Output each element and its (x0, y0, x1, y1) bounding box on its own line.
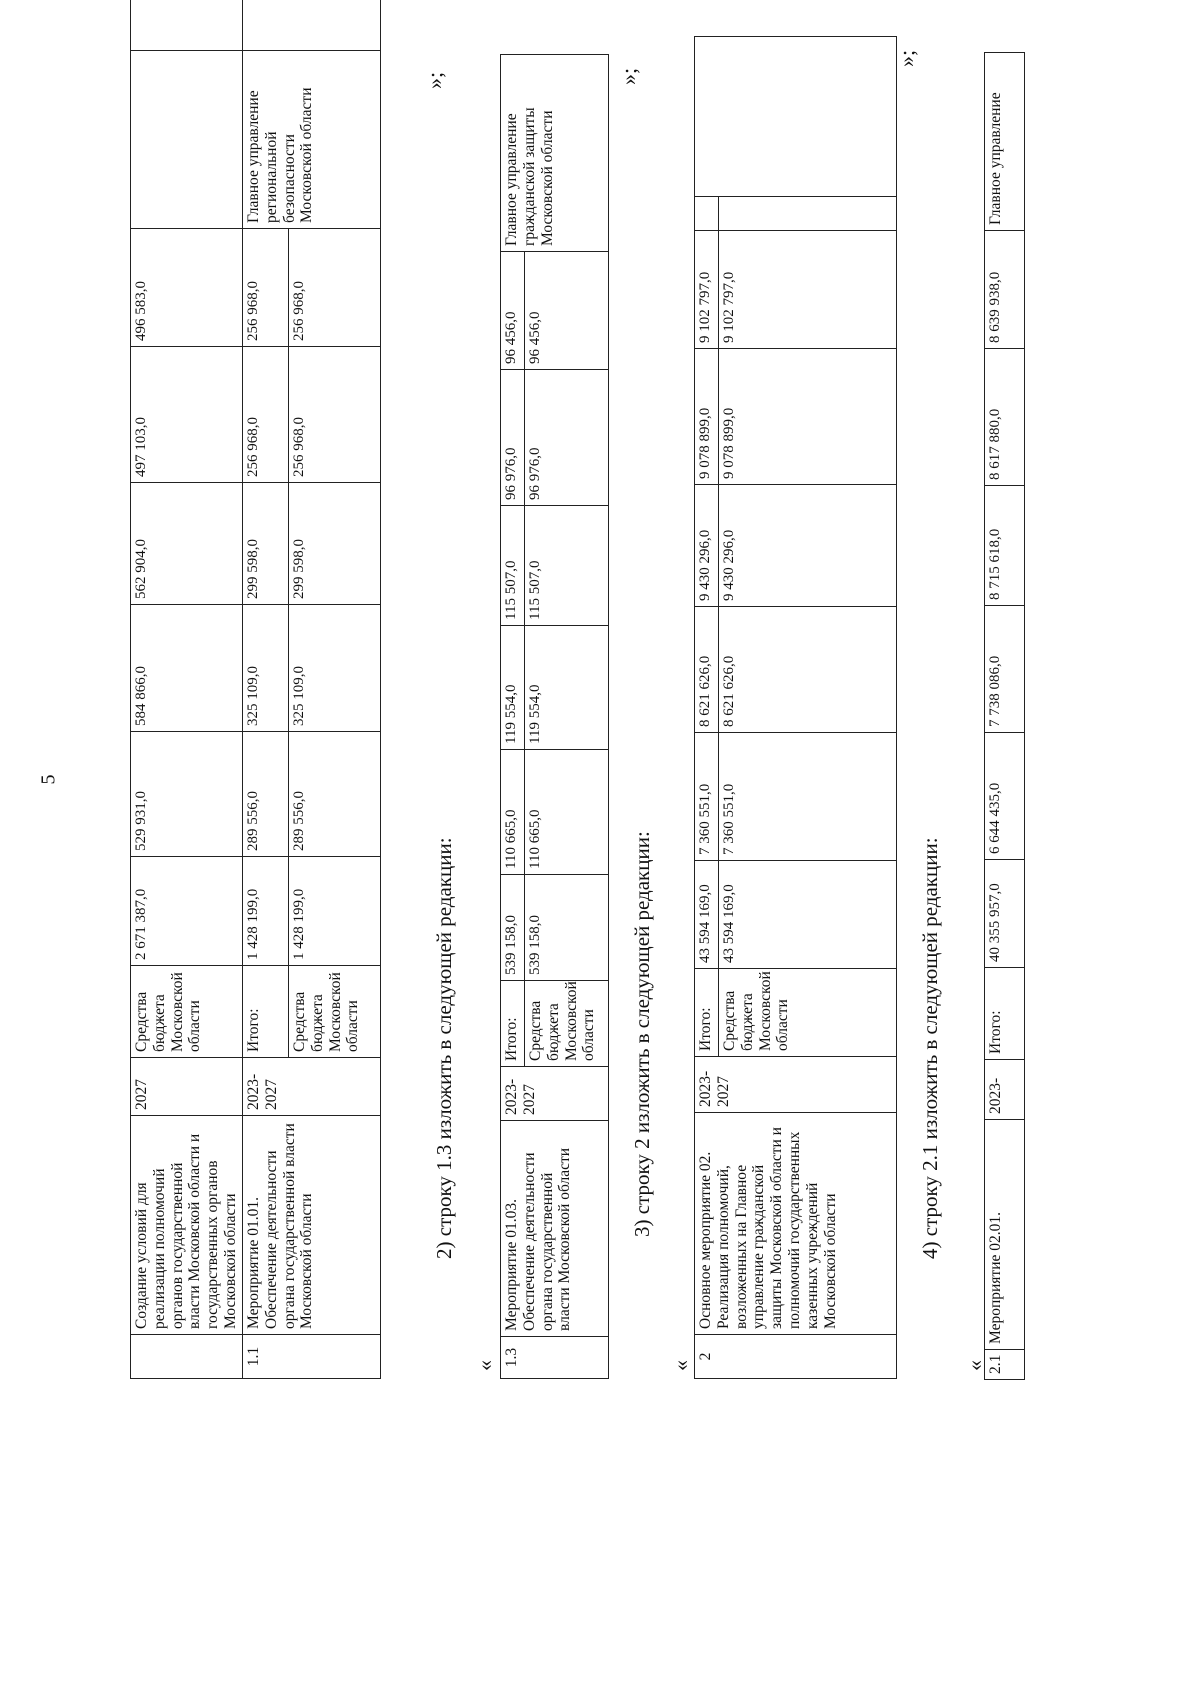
value-cell: 9 430 296,0 (719, 485, 897, 607)
value-cell: 529 931,0 (131, 732, 243, 857)
value-cell: 9 078 899,0 (719, 349, 897, 485)
value-cell: 1 428 199,0 (288, 857, 380, 966)
opening-quote: « (962, 1360, 987, 1371)
value-cell: 8 639 938,0 (985, 231, 1025, 349)
value-cell: 325 109,0 (288, 605, 380, 732)
value-cell: 289 556,0 (288, 732, 380, 857)
value-cell: 256 968,0 (288, 347, 380, 483)
value-cell: 256 968,0 (242, 347, 288, 483)
block2-table (500, 54, 609, 1379)
total-label: Итого: (242, 966, 288, 1058)
heading-item-2: 2) строку 1.3 изложить в следующей редакции: (432, 837, 456, 1259)
opening-quote: « (668, 1360, 693, 1371)
value-cell: 9 078 899,0 (695, 349, 719, 485)
value-cell: 7 360 551,0 (719, 733, 897, 861)
table-row (501, 55, 525, 1379)
description-cell: Создание условий для реализации полномочий органов государственной власти Московской области и государственных органов Московской области (131, 1116, 243, 1335)
value-cell: 7 738 086,0 (985, 606, 1025, 733)
value-cell: 43 594 169,0 (719, 861, 897, 969)
block3-table (694, 36, 897, 1379)
result-cell (695, 37, 897, 197)
closing-quote: »; (894, 49, 919, 67)
value-cell: 96 456,0 (501, 252, 525, 370)
years-cell: 2027 (131, 1058, 243, 1116)
total-label: Итого: (695, 969, 719, 1057)
value-cell: 119 554,0 (525, 626, 609, 750)
value-cell: 584 866,0 (131, 605, 243, 732)
value-cell: 115 507,0 (501, 506, 525, 626)
executor-cell (131, 51, 243, 229)
value-cell: 7 360 551,0 (695, 733, 719, 861)
value-cell: 8 715 618,0 (985, 486, 1025, 606)
value-cell: 9 102 797,0 (719, 231, 897, 349)
index-cell (131, 1335, 243, 1379)
value-cell: 40 355 957,0 (985, 860, 1025, 968)
value-cell: 299 598,0 (288, 483, 380, 605)
executor-cell (695, 197, 719, 231)
value-cell: 96 976,0 (525, 370, 609, 506)
event-description: Обеспечение деятельности органа государственной власти Московской области (262, 1123, 316, 1329)
description-cell (242, 1116, 380, 1335)
value-cell: 289 556,0 (242, 732, 288, 857)
value-cell: 8 617 880,0 (985, 349, 1025, 486)
value-cell: 299 598,0 (242, 483, 288, 605)
event-title: Мероприятие 02.01. (985, 1120, 1025, 1350)
table-row (242, 0, 288, 1379)
value-cell: 9 102 797,0 (695, 231, 719, 349)
row-index: 2 (695, 1335, 897, 1379)
row-index: 1.1 (242, 1335, 380, 1379)
executor-cell: Главное управление (985, 53, 1025, 231)
source-cell: Средства бюджета Московской области (288, 966, 380, 1058)
value-cell: 496 583,0 (131, 229, 243, 347)
event-title: Мероприятие 01.03. (503, 1199, 520, 1331)
value-cell: 110 665,0 (525, 750, 609, 875)
value-cell: 119 554,0 (501, 626, 525, 750)
value-cell: 497 103,0 (131, 347, 243, 483)
closing-quote: »; (616, 67, 641, 85)
table-row (131, 0, 243, 1379)
value-cell: 539 158,0 (525, 875, 609, 981)
years-cell: 2023- (985, 1060, 1025, 1120)
value-cell: 325 109,0 (242, 605, 288, 732)
source-cell: Средства бюджета Московской области (525, 981, 609, 1067)
value-cell: 562 904,0 (131, 483, 243, 605)
executor-cell (719, 197, 897, 231)
table-row (985, 53, 1025, 1380)
value-cell: 2 671 387,0 (131, 857, 243, 966)
heading-item-4: 4) строку 2.1 изложить в следующей редакции: (918, 837, 942, 1259)
value-cell: 110 665,0 (501, 750, 525, 875)
description-cell: Основное мероприятие 02. Реализация полномочий, возложенных на Главное управление гражданской защиты Московской области и полномочий государственных казенных учреждений Московской области (695, 1113, 897, 1335)
executor-cell: Главное управление региональной безопасности Московской области (242, 51, 380, 229)
total-label: Итого: (501, 981, 525, 1067)
heading-item-3: 3) строку 2 изложить в следующей редакции: (630, 831, 654, 1237)
total-label: Итого: (985, 968, 1025, 1060)
value-cell: 1 428 199,0 (242, 857, 288, 966)
value-cell: 96 456,0 (525, 252, 609, 370)
years-cell: 2023-2027 (242, 1058, 380, 1116)
value-cell: 9 430 296,0 (695, 485, 719, 607)
description-cell (501, 1121, 609, 1337)
value-cell: 8 621 626,0 (695, 607, 719, 733)
block4-table (984, 52, 1025, 1380)
value-cell: 115 507,0 (525, 506, 609, 626)
value-cell: 43 594 169,0 (695, 861, 719, 969)
value-cell: 96 976,0 (501, 370, 525, 506)
years-cell: 2023-2027 (501, 1067, 609, 1121)
event-description: Обеспечение деятельности органа государственной власти Московской области (520, 1147, 574, 1331)
executor-cell: Главное управление гражданской защиты Московской области (501, 55, 609, 252)
block1-table (130, 0, 381, 1379)
closing-quote: »; (422, 71, 447, 89)
source-cell: Средства бюджета Московской области (719, 969, 897, 1057)
page-number: 5 (37, 774, 60, 785)
opening-quote: « (472, 1360, 497, 1371)
result-cell (242, 0, 380, 51)
result-cell (131, 0, 243, 51)
years-cell: 2023-2027 (695, 1057, 897, 1113)
table-row (695, 37, 719, 1379)
source-cell: Средства бюджета Московской области (131, 966, 243, 1058)
value-cell: 256 968,0 (242, 229, 288, 347)
row-index: 1.3 (501, 1337, 609, 1379)
value-cell: 539 158,0 (501, 875, 525, 981)
value-cell: 8 621 626,0 (719, 607, 897, 733)
value-cell: 6 644 435,0 (985, 733, 1025, 860)
value-cell: 256 968,0 (288, 229, 380, 347)
row-index: 2.1 (985, 1350, 1025, 1380)
event-title: Мероприятие 01.01. (244, 1197, 262, 1329)
